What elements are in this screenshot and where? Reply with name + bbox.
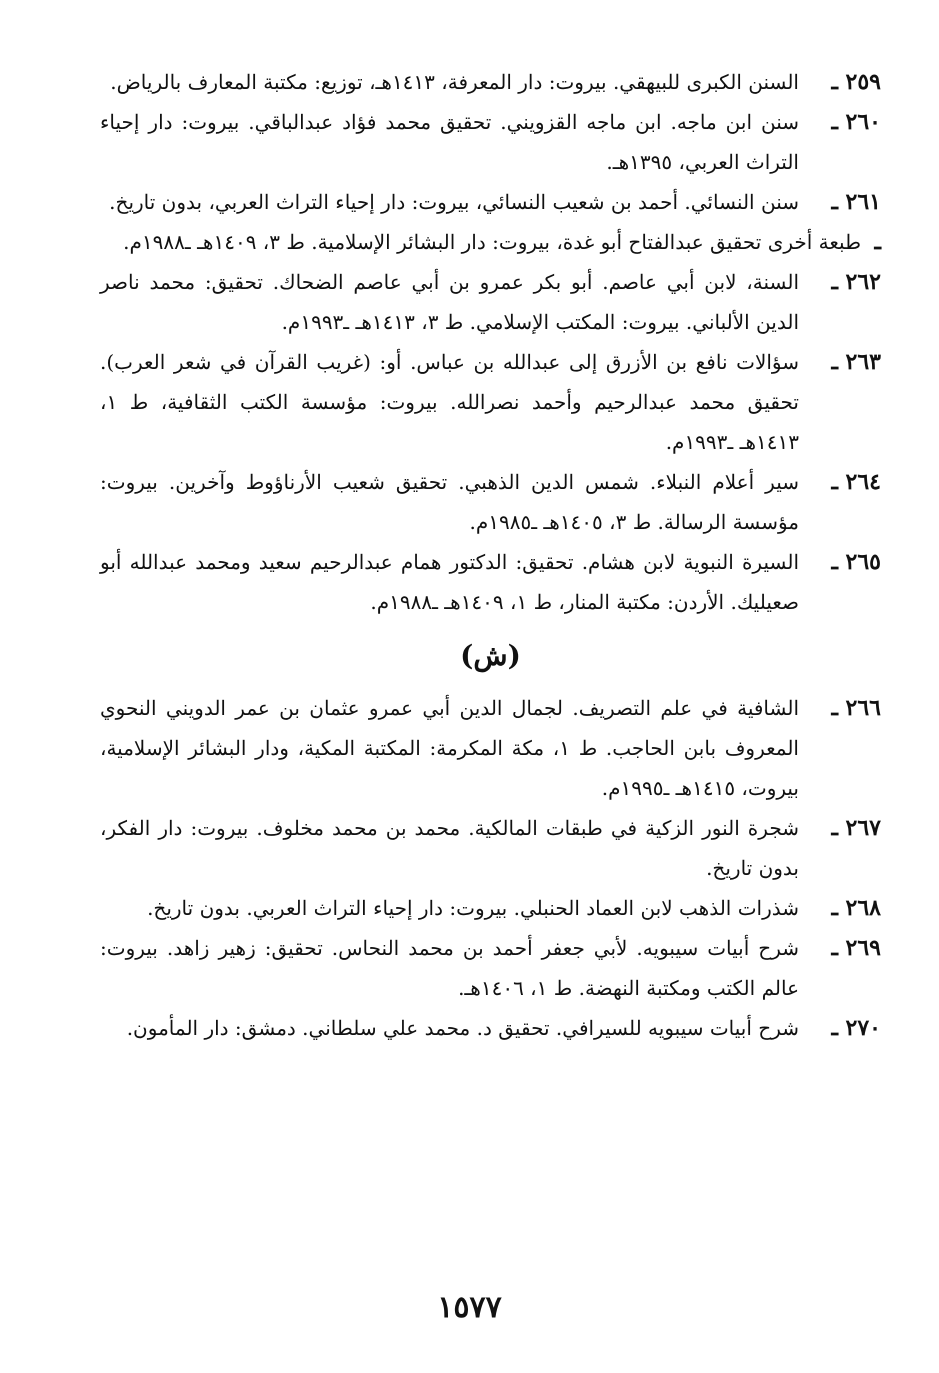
- bib-entry-269: [100, 928, 881, 1008]
- entry-number: ٢٦٩ ـ: [831, 935, 881, 961]
- entry-number: ٢٦٦ ـ: [831, 695, 881, 721]
- entry-number: ٢٦٨ ـ: [831, 895, 881, 921]
- section-heading-sheen: (ش): [460, 639, 521, 672]
- bib-entry-270: [100, 1008, 881, 1048]
- entry-number: ٢٦١ ـ: [831, 189, 881, 215]
- entry-number: ٢٦٧ ـ: [831, 815, 881, 841]
- entry-text: سنن النسائي. أحمد بن شعيب النسائي، بيروت: دار إحياء التراث العربي، بدون تاريخ.: [109, 190, 799, 214]
- entry-text: شجرة النور الزكية في طبقات المالكية. محمد بن محمد مخلوف. بيروت: دار الفكر، بدون تاريخ.: [100, 816, 799, 880]
- entry-text: سؤالات نافع بن الأزرق إلى عبدالله بن عباس. أو: (غريب القرآن في شعر العرب). تحقيق محمد عبدالرحيم وأحمد نصرالله. بيروت: مؤسسة الكتب الثقافية، ط ١، ١٤١٣هـ ـ١٩٩٣م.: [100, 350, 799, 454]
- entry-text: السنة، لابن أبي عاصم. أبو بكر عمرو بن أبي عاصم الضحاك. تحقيق: محمد ناصر الدين الألباني. بيروت: المكتب الإسلامي. ط ٣، ١٤١٣هـ ـ١٩٩٣م.: [100, 270, 799, 334]
- entry-text: سنن ابن ماجه. ابن ماجه القزويني. تحقيق محمد فؤاد عبدالباقي. بيروت: دار إحياء التراث العربي، ١٣٩٥هـ.: [100, 110, 799, 174]
- entry-text: السنن الكبرى للبيهقي. بيروت: دار المعرفة، ١٤١٣هـ، توزيع: مكتبة المعارف بالرياض.: [110, 70, 799, 94]
- entry-text: سير أعلام النبلاء. شمس الدين الذهبي. تحقيق شعيب الأرناؤوط وآخرين. بيروت: مؤسسة الرسالة. ط ٣، ١٤٠٥هـ ـ١٩٨٥م.: [100, 470, 799, 534]
- bib-entry-261-alt-edition: [100, 222, 881, 262]
- entry-dash: ـ: [874, 229, 881, 255]
- entry-number: ٢٦٤ ـ: [831, 469, 881, 495]
- entry-number: ٢٦٥ ـ: [831, 549, 881, 575]
- bib-entry-263: [100, 342, 881, 462]
- entry-number: ٢٦٢ ـ: [831, 269, 881, 295]
- entry-text: طبعة أخرى تحقيق عبدالفتاح أبو غدة، بيروت: دار البشائر الإسلامية. ط ٣، ١٤٠٩هـ ـ١٩٨٨م.: [123, 230, 861, 254]
- entry-number: ٢٧٠ ـ: [831, 1015, 881, 1041]
- entry-number: ٢٦٣ ـ: [831, 349, 881, 375]
- bib-entry-264: [100, 462, 881, 542]
- page-number: ١٥٧٧: [437, 1290, 502, 1325]
- bib-entry-268: [100, 888, 881, 928]
- entry-text: الشافية في علم التصريف. لجمال الدين أبي عمرو عثمان بن عمر الدويني النحوي المعروف بابن الحاجب. ط ١، مكة المكرمة: المكتبة المكية، ودار البشائر الإسلامية، بيروت، ١٤١٥هـ ـ١٩٩٥م.: [100, 696, 799, 800]
- entry-text: شرح أبيات سيبويه. لأبي جعفر أحمد بن محمد النحاس. تحقيق: زهير زاهد. بيروت: عالم الكتب ومكتبة النهضة. ط ١، ١٤٠٦هـ.: [100, 936, 799, 1000]
- bib-entry-261: [100, 182, 881, 222]
- bib-entry-267: [100, 808, 881, 888]
- bib-entry-262: [100, 262, 881, 342]
- entry-text: السيرة النبوية لابن هشام. تحقيق: الدكتور همام عبدالرحيم سعيد ومحمد عبدالله أبو صعيليك. الأردن: مكتبة المنار، ط ١، ١٤٠٩هـ ـ١٩٨٨م.: [100, 550, 799, 614]
- bib-entry-259: [100, 62, 881, 102]
- bib-entry-260: [100, 102, 881, 182]
- entry-text: شذرات الذهب لابن العماد الحنبلي. بيروت: دار إحياء التراث العربي. بدون تاريخ.: [147, 896, 799, 920]
- entry-text: شرح أبيات سيبويه للسيرافي. تحقيق د. محمد علي سلطاني. دمشق: دار المأمون.: [126, 1016, 799, 1040]
- entry-number: ٢٥٩ ـ: [831, 69, 881, 95]
- bib-entry-266: [100, 688, 881, 808]
- entry-number: ٢٦٠ ـ: [831, 109, 881, 135]
- bib-entry-265: [100, 542, 881, 622]
